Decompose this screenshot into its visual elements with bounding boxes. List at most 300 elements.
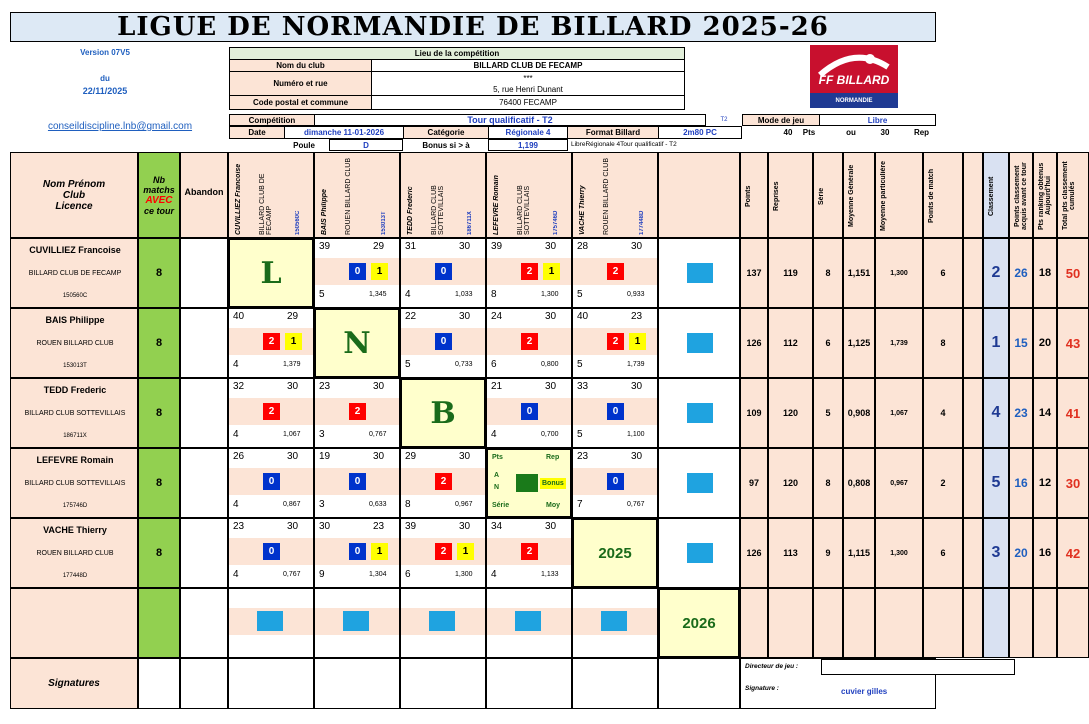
stat-header-classement bbox=[983, 152, 1009, 238]
stat-header-pts_match bbox=[923, 152, 963, 238]
nb-header-nb2: matchs bbox=[143, 184, 175, 195]
player-cell bbox=[10, 448, 138, 518]
sig-cell bbox=[658, 658, 740, 709]
stat-serie: 5 bbox=[813, 378, 843, 448]
match-cell bbox=[400, 448, 486, 518]
match-rep: 30 bbox=[631, 451, 643, 462]
match-moy: 1,067 bbox=[283, 431, 301, 438]
stars: *** bbox=[523, 73, 533, 83]
stat-header-label: Reprises bbox=[773, 181, 780, 211]
empty-box bbox=[429, 611, 455, 631]
cp-label: Code postal et commune bbox=[230, 96, 372, 109]
legend-bonus: Bonus bbox=[542, 480, 564, 487]
year-2026-cell bbox=[658, 588, 740, 658]
signature-label: Signature : bbox=[745, 685, 779, 692]
stat-pts_rank: 18 bbox=[1033, 238, 1057, 308]
nb-matchs-cell: 8 bbox=[138, 448, 180, 518]
stat-total: 41 bbox=[1057, 378, 1089, 448]
player-name: VACHE Thierry bbox=[43, 525, 107, 535]
col-header-3 bbox=[486, 152, 572, 238]
empty-match-cell bbox=[228, 588, 314, 658]
stat-header-reprises bbox=[768, 152, 813, 238]
stat-classement: 1 bbox=[983, 308, 1009, 378]
player-cell bbox=[10, 518, 138, 588]
col-player-club: BILLARD CLUB SOTTEVILLAIS bbox=[517, 185, 531, 235]
nb-header-nb4: ce tour bbox=[143, 205, 174, 216]
col-header-2 bbox=[400, 152, 486, 238]
du-label: du bbox=[100, 74, 110, 83]
stat-header-blank bbox=[963, 152, 983, 238]
stat-points: 97 bbox=[740, 448, 768, 518]
stat-pts_class: 20 bbox=[1009, 518, 1033, 588]
match-rep: 30 bbox=[631, 381, 643, 392]
stat-pts_class: 26 bbox=[1009, 238, 1033, 308]
match-moy: 1,133 bbox=[541, 571, 559, 578]
match-serie: 3 bbox=[319, 499, 325, 510]
stat-reprises: 120 bbox=[768, 378, 813, 448]
match-cell bbox=[572, 448, 658, 518]
empty-box bbox=[515, 611, 541, 631]
nb-matchs-cell: 8 bbox=[138, 378, 180, 448]
match-rep: 23 bbox=[373, 521, 385, 532]
player-club: BILLARD CLUB SOTTEVILLAIS bbox=[24, 479, 126, 487]
match-pts: 26 bbox=[233, 451, 245, 462]
directeur-label: Directeur de jeu : bbox=[745, 663, 799, 670]
match-pts: 19 bbox=[319, 451, 331, 462]
competition-info bbox=[229, 114, 936, 152]
empty-stat-cell bbox=[768, 588, 813, 658]
diagonal-letter: L bbox=[260, 255, 282, 291]
directeur-name: cuvier gilles bbox=[841, 687, 888, 696]
poule-label: Poule bbox=[293, 140, 315, 150]
match-points-box: 0 bbox=[435, 333, 452, 350]
empty-box bbox=[601, 611, 627, 631]
format-value: 2m80 PC bbox=[658, 126, 742, 139]
match-moy: 0,767 bbox=[627, 501, 645, 508]
signatures-label: Signatures bbox=[10, 658, 138, 709]
info-line: LibreRégionale 4Tour qualificatif - T2 bbox=[571, 141, 677, 148]
legend-n: N bbox=[494, 484, 500, 491]
poule-value: D bbox=[329, 139, 403, 151]
match-serie: 7 bbox=[577, 499, 583, 510]
stat-pts_class: 15 bbox=[1009, 308, 1033, 378]
stat-pts_match: 4 bbox=[923, 378, 963, 448]
stat-pts_match: 6 bbox=[923, 238, 963, 308]
sig-cell bbox=[314, 658, 400, 709]
match-serie: 6 bbox=[491, 359, 497, 370]
match-cell bbox=[572, 378, 658, 448]
stat-moy_part: 0,967 bbox=[875, 448, 923, 518]
match-cell bbox=[314, 238, 400, 308]
stat-blank bbox=[963, 448, 983, 518]
stat-header-label: Classement bbox=[988, 176, 995, 216]
stat-moy_gen: 1,125 bbox=[843, 308, 875, 378]
bonus-label: Bonus si > à bbox=[422, 140, 470, 150]
sig-cell bbox=[400, 658, 486, 709]
match-serie: 8 bbox=[405, 499, 411, 510]
extra-box bbox=[687, 473, 713, 493]
legend-moy: Moy bbox=[546, 502, 560, 509]
match-points-box: 0 bbox=[349, 473, 366, 490]
stat-moy_part: 1,300 bbox=[875, 518, 923, 588]
match-moy: 0,700 bbox=[541, 431, 559, 438]
stat-header-moy_part bbox=[875, 152, 923, 238]
empty-match-cell bbox=[400, 588, 486, 658]
match-rep: 30 bbox=[287, 381, 299, 392]
stat-header-label: Points bbox=[745, 185, 752, 207]
player-lic: 175746D bbox=[62, 503, 88, 509]
match-cell bbox=[314, 518, 400, 588]
player-lic: 186711X bbox=[63, 433, 87, 439]
empty-match-cell bbox=[572, 588, 658, 658]
match-cell bbox=[486, 238, 572, 308]
match-serie: 4 bbox=[491, 429, 497, 440]
match-serie: 5 bbox=[577, 289, 583, 300]
bonus-value: 1,199 bbox=[488, 139, 568, 151]
diagonal-cell bbox=[486, 448, 572, 518]
match-points-box: 2 bbox=[607, 263, 624, 280]
stat-header-moy_gen bbox=[843, 152, 875, 238]
match-pts: 32 bbox=[233, 381, 245, 392]
match-moy: 0,800 bbox=[541, 361, 559, 368]
match-cell bbox=[400, 238, 486, 308]
stat-header-label: Pts ranking obtenus Aujourd'hui bbox=[1038, 162, 1052, 230]
match-rep: 30 bbox=[545, 381, 557, 392]
match-pts: 23 bbox=[577, 451, 589, 462]
legend-rep: Rep bbox=[546, 454, 560, 461]
stat-total: 43 bbox=[1057, 308, 1089, 378]
match-pts: 23 bbox=[233, 521, 245, 532]
match-moy: 0,633 bbox=[369, 501, 387, 508]
stat-header-pts_class bbox=[1009, 152, 1033, 238]
col-player-club: ROUEN BILLARD CLUB bbox=[603, 157, 610, 235]
extra-box bbox=[687, 543, 713, 563]
match-cell bbox=[572, 308, 658, 378]
date-value: dimanche 11-01-2026 bbox=[284, 126, 404, 139]
col-header-4 bbox=[572, 152, 658, 238]
stat-blank bbox=[963, 378, 983, 448]
match-points-box: 2 bbox=[521, 333, 538, 350]
stat-serie: 9 bbox=[813, 518, 843, 588]
mode-value: Libre bbox=[819, 114, 936, 126]
match-points-box: 0 bbox=[263, 543, 280, 560]
col-player-licence: 153013T bbox=[381, 211, 387, 235]
match-moy: 1,345 bbox=[369, 291, 387, 298]
stat-pts_rank: 20 bbox=[1033, 308, 1057, 378]
nb-matchs-cell: 8 bbox=[138, 308, 180, 378]
match-points-box: 0 bbox=[435, 263, 452, 280]
col-player-licence: 150560C bbox=[295, 210, 301, 235]
email-link[interactable]: conseildiscipline.lnb@gmail.com bbox=[47, 121, 193, 132]
stat-points: 137 bbox=[740, 238, 768, 308]
stat-reprises: 113 bbox=[768, 518, 813, 588]
sig-cell bbox=[228, 658, 314, 709]
empty-box bbox=[343, 611, 369, 631]
match-bonus-box: 1 bbox=[371, 263, 388, 280]
stat-moy_part: 1,067 bbox=[875, 378, 923, 448]
player-club: BILLARD CLUB DE FECAMP bbox=[28, 269, 122, 277]
match-cell bbox=[400, 308, 486, 378]
match-rep: 29 bbox=[373, 241, 385, 252]
directeur-block bbox=[740, 658, 936, 709]
match-moy: 1,100 bbox=[627, 431, 645, 438]
diagonal-cell bbox=[314, 308, 400, 378]
match-points-box: 0 bbox=[521, 403, 538, 420]
stat-moy_gen: 0,808 bbox=[843, 448, 875, 518]
stat-header-label: Moyenne Générale bbox=[848, 164, 855, 228]
match-pts: 39 bbox=[319, 241, 331, 252]
stat-header-points bbox=[740, 152, 768, 238]
col-player-club: BILLARD CLUB SOTTEVILLAIS bbox=[431, 185, 445, 235]
empty-stat-cell bbox=[813, 588, 843, 658]
stat-pts_match: 8 bbox=[923, 308, 963, 378]
col-player-name: BAIS Philippe bbox=[321, 189, 328, 235]
logo-text: FF BILLARD bbox=[818, 73, 890, 87]
version-label: Version 07V5 bbox=[80, 48, 130, 57]
player-club: BILLARD CLUB SOTTEVILLAIS bbox=[24, 409, 126, 417]
nb-header-nb3: AVEC bbox=[145, 194, 173, 206]
stat-total: 30 bbox=[1057, 448, 1089, 518]
stat-pts_match: 2 bbox=[923, 448, 963, 518]
empty-stat-cell bbox=[1009, 588, 1033, 658]
match-cell bbox=[228, 518, 314, 588]
match-serie: 3 bbox=[319, 429, 325, 440]
format-label: Format Billard bbox=[567, 126, 659, 139]
lieu-table bbox=[229, 47, 685, 110]
player-lic: 177448D bbox=[62, 573, 88, 579]
abandon-cell bbox=[180, 448, 228, 518]
extra-box bbox=[687, 403, 713, 423]
abandon-header: Abandon bbox=[180, 152, 228, 238]
empty-abandon-cell bbox=[180, 588, 228, 658]
match-pts: 22 bbox=[405, 311, 417, 322]
stat-points: 126 bbox=[740, 518, 768, 588]
match-rep: 30 bbox=[631, 241, 643, 252]
stat-reprises: 112 bbox=[768, 308, 813, 378]
col-header-blank bbox=[658, 152, 740, 238]
nb-matchs-cell: 8 bbox=[138, 238, 180, 308]
col-header-0 bbox=[228, 152, 314, 238]
match-pts: 40 bbox=[577, 311, 589, 322]
player-name: BAIS Philippe bbox=[45, 315, 105, 325]
stat-moy_gen: 1,115 bbox=[843, 518, 875, 588]
player-club: ROUEN BILLARD CLUB bbox=[36, 549, 114, 557]
match-rep: 30 bbox=[459, 521, 471, 532]
abandon-cell bbox=[180, 308, 228, 378]
stat-header-serie bbox=[813, 152, 843, 238]
cat-label: Catégorie bbox=[403, 126, 489, 139]
legend-serie: Série bbox=[492, 502, 510, 509]
match-pts: 31 bbox=[405, 241, 417, 252]
player-cell bbox=[10, 308, 138, 378]
col-player-club: BILLARD CLUB DE FECAMP bbox=[259, 173, 273, 235]
extra-cell bbox=[658, 448, 740, 518]
pts-value: 40 bbox=[783, 128, 793, 137]
empty-match-cell bbox=[314, 588, 400, 658]
t2-tag: T2 bbox=[720, 117, 728, 123]
stat-serie: 8 bbox=[813, 238, 843, 308]
match-cell bbox=[228, 378, 314, 448]
match-points-box: 2 bbox=[263, 333, 280, 350]
stat-blank bbox=[963, 308, 983, 378]
empty-stat-cell bbox=[740, 588, 768, 658]
match-serie: 5 bbox=[577, 429, 583, 440]
empty-stat-cell bbox=[963, 588, 983, 658]
extra-cell bbox=[658, 238, 740, 308]
match-cell bbox=[314, 448, 400, 518]
stat-header-total bbox=[1057, 152, 1089, 238]
extra-cell bbox=[658, 308, 740, 378]
stat-moy_part: 1,739 bbox=[875, 308, 923, 378]
match-points-box: 0 bbox=[607, 403, 624, 420]
col-player-name: VACHE Thierry bbox=[579, 185, 586, 235]
ffbillard-logo bbox=[810, 45, 898, 108]
stat-header-label: Moyenne particulière bbox=[880, 160, 887, 232]
match-pts: 29 bbox=[405, 451, 417, 462]
empty-stat-cell bbox=[1057, 588, 1089, 658]
player-club: ROUEN BILLARD CLUB bbox=[36, 339, 114, 347]
legend-pts: Pts bbox=[492, 454, 503, 461]
date-label: Date bbox=[229, 126, 285, 139]
sig-nb-cell bbox=[138, 658, 180, 709]
match-moy: 1,379 bbox=[283, 361, 301, 368]
stat-points: 109 bbox=[740, 378, 768, 448]
diagonal-cell bbox=[228, 238, 314, 308]
match-moy: 0,767 bbox=[369, 431, 387, 438]
stat-header-label: Points classement acquis avant ce tour bbox=[1014, 162, 1028, 230]
match-moy: 0,967 bbox=[455, 501, 473, 508]
logo-sub: NORMANDIE bbox=[810, 93, 898, 108]
nb-header-nb1: Nb bbox=[153, 174, 165, 185]
match-serie: 9 bbox=[319, 569, 325, 580]
match-cell bbox=[572, 238, 658, 308]
empty-player-cell bbox=[10, 588, 138, 658]
match-moy: 1,300 bbox=[455, 571, 473, 578]
match-points-box: 2 bbox=[263, 403, 280, 420]
match-rep: 30 bbox=[287, 521, 299, 532]
results-grid bbox=[10, 152, 1081, 709]
legend-a: A bbox=[494, 472, 500, 479]
nom-value: BILLARD CLUB DE FECAMP bbox=[372, 60, 684, 72]
match-bonus-box: 1 bbox=[371, 543, 388, 560]
rue-value: 5, rue Henri Dunant bbox=[372, 84, 684, 96]
diagonal-cell bbox=[400, 378, 486, 448]
match-rep: 30 bbox=[545, 521, 557, 532]
stat-pts_match: 6 bbox=[923, 518, 963, 588]
col-player-name: TEDD Frederic bbox=[407, 186, 414, 235]
player-lic: 153013T bbox=[63, 363, 87, 369]
match-cell bbox=[486, 308, 572, 378]
directeur-field[interactable] bbox=[821, 659, 1015, 675]
stat-header-pts_rank bbox=[1033, 152, 1057, 238]
match-bonus-box: 1 bbox=[543, 263, 560, 280]
col-player-licence: 175746D bbox=[553, 210, 559, 235]
match-pts: 34 bbox=[491, 521, 503, 532]
nb-matchs-cell: 8 bbox=[138, 518, 180, 588]
match-pts: 28 bbox=[577, 241, 589, 252]
version-date: 22/11/2025 bbox=[82, 86, 128, 96]
stat-pts_rank: 14 bbox=[1033, 378, 1057, 448]
player-cell bbox=[10, 378, 138, 448]
match-moy: 0,733 bbox=[455, 361, 473, 368]
stat-total: 50 bbox=[1057, 238, 1089, 308]
stat-classement: 3 bbox=[983, 518, 1009, 588]
match-rep: 30 bbox=[459, 451, 471, 462]
match-serie: 4 bbox=[233, 429, 239, 440]
match-bonus-box: 1 bbox=[629, 333, 646, 350]
player-name: LEFEVRE Romain bbox=[36, 455, 114, 465]
col-player-club: ROUEN BILLARD CLUB bbox=[345, 157, 352, 235]
num-label: Numéro et rue bbox=[230, 72, 372, 96]
stat-blank bbox=[963, 238, 983, 308]
cat-value: Régionale 4 bbox=[488, 126, 568, 139]
stat-header-label: Série bbox=[818, 187, 825, 205]
match-cell bbox=[228, 308, 314, 378]
match-points-box: 2 bbox=[435, 473, 452, 490]
match-serie: 4 bbox=[233, 499, 239, 510]
match-cell bbox=[400, 518, 486, 588]
sig-cell bbox=[572, 658, 658, 709]
match-moy: 1,304 bbox=[369, 571, 387, 578]
empty-stat-cell bbox=[875, 588, 923, 658]
empty-box bbox=[257, 611, 283, 631]
match-pts: 23 bbox=[319, 381, 331, 392]
match-cell bbox=[486, 378, 572, 448]
diagonal-letter: B bbox=[430, 395, 456, 431]
stat-classement: 5 bbox=[983, 448, 1009, 518]
match-moy: 1,033 bbox=[455, 291, 473, 298]
match-bonus-box: 1 bbox=[457, 543, 474, 560]
page-title: LIGUE DE NORMANDIE DE BILLARD 2025-26 bbox=[10, 12, 936, 42]
stat-moy_gen: 1,151 bbox=[843, 238, 875, 308]
abandon-cell bbox=[180, 238, 228, 308]
match-rep: 30 bbox=[287, 451, 299, 462]
match-bonus-box: 1 bbox=[285, 333, 302, 350]
match-serie: 6 bbox=[405, 569, 411, 580]
mode-label: Mode de jeu bbox=[742, 114, 820, 126]
match-pts: 33 bbox=[577, 381, 589, 392]
match-rep: 30 bbox=[459, 311, 471, 322]
match-serie: 5 bbox=[577, 359, 583, 370]
competition-label: Compétition bbox=[229, 114, 315, 126]
stat-blank bbox=[963, 518, 983, 588]
col-player-name: LEFEVRE Romain bbox=[493, 175, 500, 235]
match-points-box: 2 bbox=[607, 333, 624, 350]
match-serie: 4 bbox=[491, 569, 497, 580]
stat-serie: 6 bbox=[813, 308, 843, 378]
sig-cell bbox=[486, 658, 572, 709]
empty-nb-cell bbox=[138, 588, 180, 658]
match-serie: 5 bbox=[319, 289, 325, 300]
match-serie: 4 bbox=[233, 569, 239, 580]
empty-stat-cell bbox=[983, 588, 1009, 658]
match-moy: 0,933 bbox=[627, 291, 645, 298]
match-pts: 21 bbox=[491, 381, 503, 392]
rep-label: Rep bbox=[913, 128, 930, 137]
cp-value: 76400 FECAMP bbox=[499, 98, 557, 107]
version-panel bbox=[10, 42, 230, 154]
player-header: Nom Prénom Club Licence bbox=[10, 152, 138, 238]
match-cell bbox=[314, 378, 400, 448]
year-2026: 2026 bbox=[682, 614, 716, 632]
match-moy: 1,739 bbox=[627, 361, 645, 368]
empty-stat-cell bbox=[923, 588, 963, 658]
stat-points: 126 bbox=[740, 308, 768, 378]
match-serie: 5 bbox=[405, 359, 411, 370]
ou-label: ou bbox=[846, 128, 856, 137]
match-moy: 1,300 bbox=[541, 291, 559, 298]
extra-cell bbox=[658, 378, 740, 448]
